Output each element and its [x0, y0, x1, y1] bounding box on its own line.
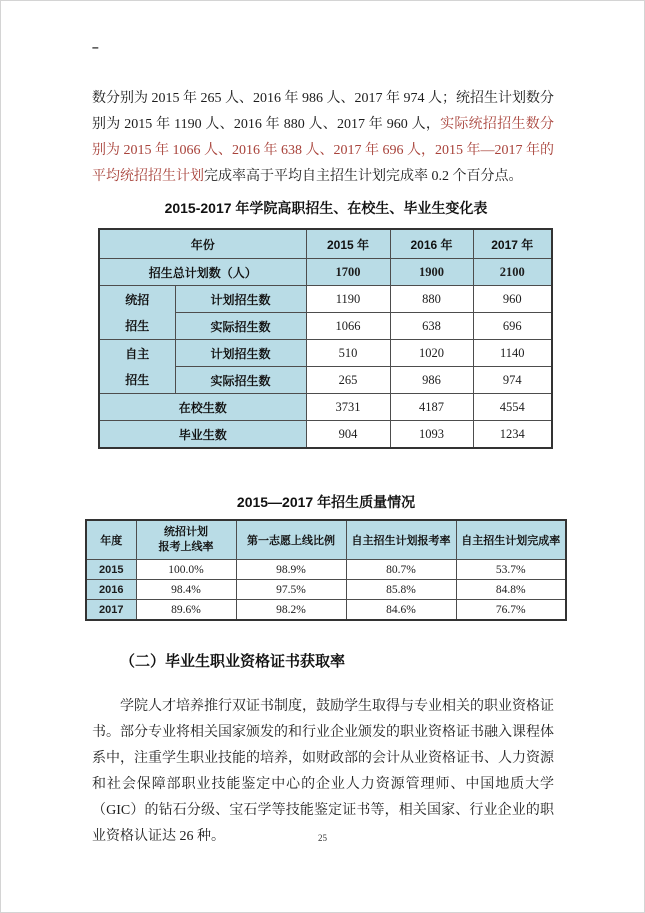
t2-row3-year: 2017 — [86, 600, 136, 621]
t1-tz-actual-2016: 638 — [390, 313, 473, 340]
table-row — [99, 394, 552, 421]
t1-group-tongzhao-line1: 统招 — [125, 292, 150, 307]
t2-row2-year: 2016 — [86, 580, 136, 600]
t1-graduates-label: 毕业生数 — [99, 421, 306, 449]
t1-header-2015: 2015 年 — [306, 229, 390, 259]
t1-header-2017: 2017 年 — [473, 229, 552, 259]
t1-enrolled-2017: 4554 — [473, 394, 552, 421]
t1-group-zizhu — [99, 340, 175, 394]
section-heading-certificates: （二）毕业生职业资格证书获取率 — [120, 653, 346, 670]
t2-header-apply-rate: 自主招生计划报考率 — [346, 520, 456, 560]
t2-row3-v1: 89.6% — [136, 600, 236, 621]
t2-header-plan-rate — [136, 520, 236, 560]
enrollment-quality-table — [85, 519, 567, 621]
t1-zz-plan-2016: 1020 — [390, 340, 473, 367]
page-number: 25 — [318, 833, 327, 843]
t2-header-year: 年度 — [86, 520, 136, 560]
t1-zz-actual-2016: 986 — [390, 367, 473, 394]
t1-group-tongzhao-line2: 招生 — [125, 318, 150, 333]
t1-tz-actual-label: 实际招生数 — [175, 313, 306, 340]
paragraph-part-black-1: 数分别为 2015 年 265 人、2016 年 986 人、2017 年 974 人；统招生计划数分别为 2015 年 1190 人、2016 年 880 人、2017 年 960 人， — [92, 91, 554, 132]
t2-row2-v2: 97.5% — [236, 580, 346, 600]
t1-tz-actual-2015: 1066 — [306, 313, 390, 340]
header-dash: – — [92, 40, 99, 54]
t1-group-tongzhao — [99, 286, 175, 340]
t1-group-zizhu-line1: 自主 — [125, 346, 150, 361]
t1-enrolled-2016: 4187 — [390, 394, 473, 421]
paragraph-enrollment-stats — [92, 86, 554, 190]
table-row — [86, 560, 566, 580]
t2-row3-v3: 84.6% — [346, 600, 456, 621]
t1-zz-plan-label: 计划招生数 — [175, 340, 306, 367]
t1-total-plan-2017: 2100 — [473, 259, 552, 286]
t2-row1-v3: 80.7% — [346, 560, 456, 580]
table-row — [86, 580, 566, 600]
table-row — [99, 286, 552, 313]
t1-zz-plan-2015: 510 — [306, 340, 390, 367]
t2-header-complete-rate: 自主招生计划完成率 — [456, 520, 566, 560]
t1-tz-actual-2017: 696 — [473, 313, 552, 340]
t2-row3-v2: 98.2% — [236, 600, 346, 621]
t2-row2-v4: 84.8% — [456, 580, 566, 600]
t1-total-plan-2016: 1900 — [390, 259, 473, 286]
paragraph-part-black-2: 完成率高于平均自主招生计划完成率 0.2 个百分点。 — [204, 169, 523, 184]
t1-enrolled-2015: 3731 — [306, 394, 390, 421]
t1-zz-actual-label: 实际招生数 — [175, 367, 306, 394]
t2-header-plan-rate-line2: 报考上线率 — [158, 541, 214, 553]
t2-row2-v3: 85.8% — [346, 580, 456, 600]
table-row — [86, 520, 566, 560]
t1-header-2016: 2016 年 — [390, 229, 473, 259]
t2-row1-v2: 98.9% — [236, 560, 346, 580]
t1-graduates-2015: 904 — [306, 421, 390, 449]
table1-title: 2015-2017 年学院高职招生、在校生、毕业生变化表 — [164, 200, 488, 216]
table-row — [99, 421, 552, 449]
table-row — [99, 259, 552, 286]
t1-enrolled-label: 在校生数 — [99, 394, 306, 421]
t1-tz-plan-label: 计划招生数 — [175, 286, 306, 313]
t2-row3-v4: 76.7% — [456, 600, 566, 621]
paragraph-part-red: 实际统招招生数分别为 2015 年 1066 人、2016 年 638 人、2017 年 696 人，2015 年—2017 年的平均统招招生计划 — [92, 117, 555, 184]
t1-zz-actual-2017: 974 — [473, 367, 552, 394]
t1-tz-plan-2016: 880 — [390, 286, 473, 313]
t2-row1-v4: 53.7% — [456, 560, 566, 580]
t2-row1-v1: 100.0% — [136, 560, 236, 580]
t1-group-zizhu-line2: 招生 — [125, 372, 150, 387]
table-row — [99, 229, 552, 259]
t2-header-first-choice: 第一志愿上线比例 — [236, 520, 346, 560]
t1-total-plan-label: 招生总计划数（人） — [99, 259, 306, 286]
t1-header-year: 年份 — [99, 229, 306, 259]
t2-row1-year: 2015 — [86, 560, 136, 580]
enrollment-change-table — [98, 228, 553, 449]
table2-title: 2015—2017 年招生质量情况 — [236, 494, 416, 510]
t1-tz-plan-2015: 1190 — [306, 286, 390, 313]
paragraph-certificates: 学院人才培养推行双证书制度，鼓励学生取得与专业相关的职业资格证书。部分专业将相关国家颁发的和行业企业颁发的职业资格证书融入课程体系中，注重学生职业技能的培养，如财政部的会计从业资格证书、人力资源和社会保障部职业技能鉴定中心的企业人力资源管理师、中国地质大学（GIC）的钻石分级、宝石学等技能鉴定证书等，相关国家、行业企业的职业资格认证达 26 种。 — [92, 699, 554, 844]
t2-header-plan-rate-line1: 统招计划 — [164, 526, 208, 538]
t1-total-plan-2015: 1700 — [306, 259, 390, 286]
t1-graduates-2016: 1093 — [390, 421, 473, 449]
t1-zz-actual-2015: 265 — [306, 367, 390, 394]
table-row — [99, 340, 552, 367]
t1-tz-plan-2017: 960 — [473, 286, 552, 313]
t2-row2-v1: 98.4% — [136, 580, 236, 600]
table-row — [86, 600, 566, 621]
t1-zz-plan-2017: 1140 — [473, 340, 552, 367]
t1-graduates-2017: 1234 — [473, 421, 552, 449]
